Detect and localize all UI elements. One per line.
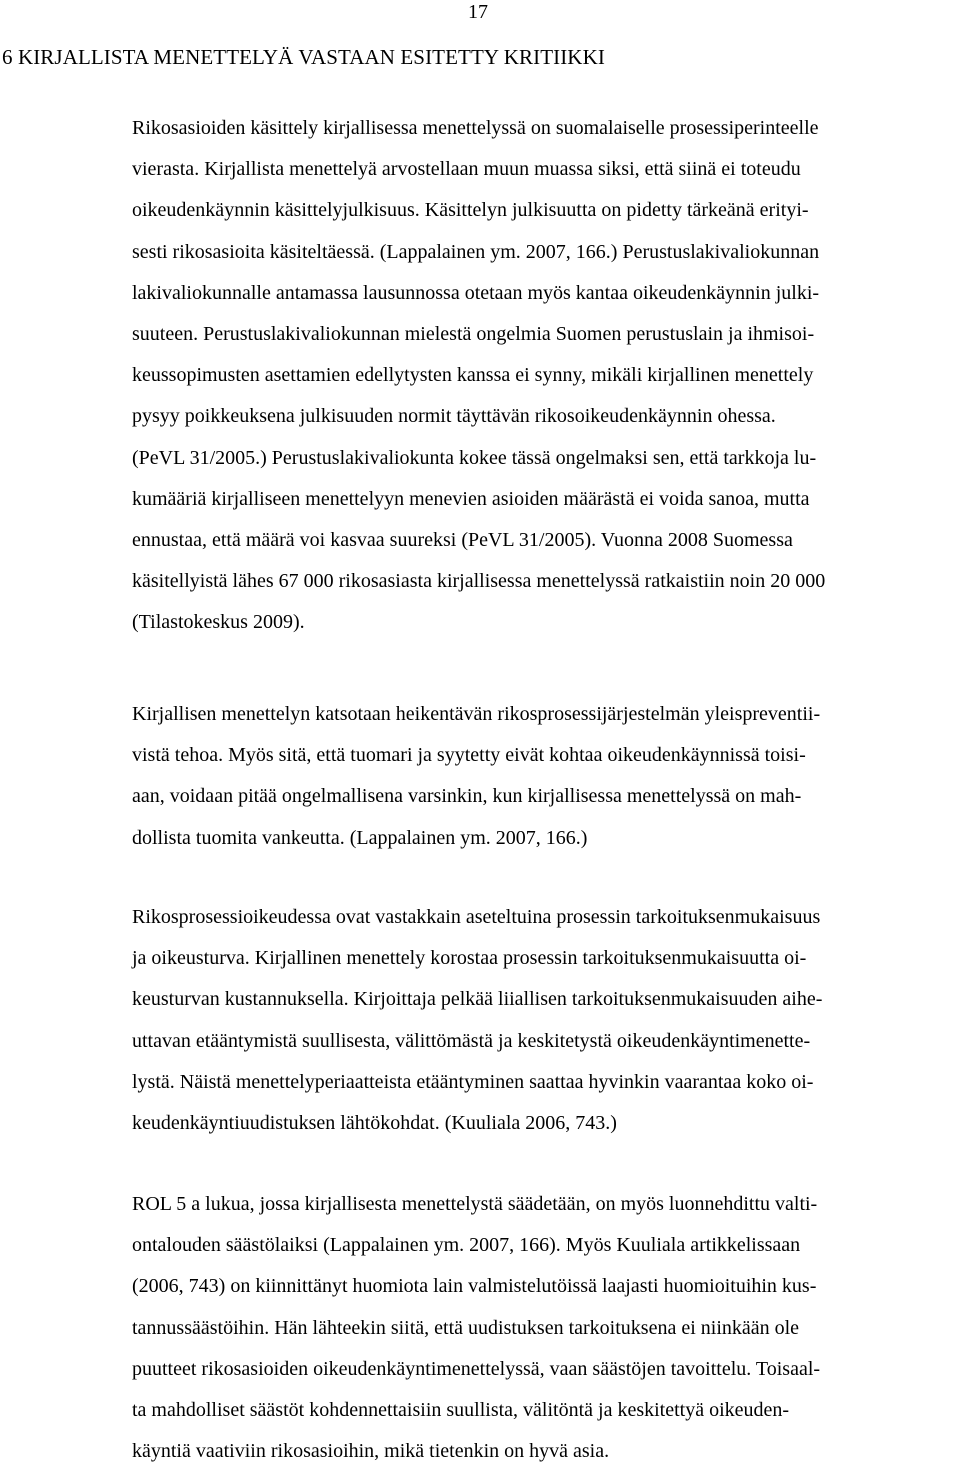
text-line: lystä. Näistä menettelyperiaatteista etääntyminen saattaa hyvinkin vaarantaa koko oi- (132, 1071, 814, 1093)
text-line: tannussäästöihin. Hän lähteekin siitä, että uudistuksen tarkoituksena ei niinkään ole (132, 1317, 800, 1339)
text-line: aan, voidaan pitää ongelmallisena varsinkin, kun kirjallisessa menettelyssä on mah- (132, 785, 802, 807)
text-line: keudenkäyntiuudistuksen lähtökohdat. (Kuuliala 2006, 743.) (132, 1112, 617, 1134)
text-line: puutteet rikosasioiden oikeudenkäyntimenettelyssä, vaan säästöjen tavoittelu. Toisaal- (132, 1358, 821, 1380)
text-line: uttavan etääntymistä suullisesta, välittömästä ja keskitetystä oikeudenkäyntimenette- (132, 1030, 811, 1052)
text-line: Kirjallisen menettelyn katsotaan heikentävän rikosprosessijärjestelmän yleispreventii- (132, 703, 821, 725)
text-line: lakivaliokunnalle antamassa lausunnossa otetaan myös kantaa oikeudenkäynnin julki- (132, 282, 820, 304)
text-line: dollista tuomita vankeutta. (Lappalainen ym. 2007, 166.) (132, 827, 588, 849)
text-line: ennustaa, että määrä voi kasvaa suureksi (PeVL 31/2005). Vuonna 2008 Suomessa (132, 529, 793, 551)
text-line: Rikosasioiden käsittely kirjallisessa menettelyssä on suomalaiselle prosessiperinteelle (132, 117, 819, 139)
text-line: ta mahdolliset säästöt kohdennettaisiin suullista, välitöntä ja keskitettyä oikeuden- (132, 1399, 790, 1421)
text-line: käyntiä vaativiin rikosasioihin, mikä tietenkin on hyvä asia. (132, 1440, 610, 1462)
page-number: 17 (468, 1, 488, 23)
text-line: (2006, 743) on kiinnittänyt huomiota lain valmistelutöissä laajasti huomioituihin kus- (132, 1275, 817, 1297)
text-line: vierasta. Kirjallista menettelyä arvostellaan muun muassa siksi, että siinä ei toteudu (132, 158, 801, 180)
text-line: vistä tehoa. Myös sitä, että tuomari ja syytetty eivät kohtaa oikeudenkäynnissä toisi- (132, 744, 806, 766)
text-line: suuteen. Perustuslakivaliokunnan mielestä ongelmia Suomen perustuslain ja ihmisoi- (132, 323, 815, 345)
text-line: (PeVL 31/2005.) Perustuslakivaliokunta kokee tässä ongelmaksi sen, että tarkkoja lu- (132, 447, 817, 469)
text-line: ja oikeusturva. Kirjallinen menettely korostaa prosessin tarkoituksenmukaisuutta oi- (132, 947, 807, 969)
text-line: oikeudenkäynnin käsittelyjulkisuus. Käsittelyn julkisuutta on pidetty tärkeänä erityi- (132, 199, 809, 221)
text-line: käsitellyistä lähes 67 000 rikosasiasta kirjallisessa menettelyssä ratkaistiin noin 20 000 (132, 570, 826, 592)
text-line: sesti rikosasioita käsiteltäessä. (Lappalainen ym. 2007, 166.) Perustuslakivaliokunnan (132, 241, 820, 263)
text-line: kumääriä kirjalliseen menettelyyn menevien asioiden määrästä ei voida sanoa, mutta (132, 488, 810, 510)
text-line: (Tilastokeskus 2009). (132, 611, 305, 633)
text-line: pysyy poikkeuksena julkisuuden normit täyttävän rikosoikeudenkäynnin ohessa. (132, 405, 776, 427)
text-line: keusturvan kustannuksella. Kirjoittaja pelkää liiallisen tarkoituksenmukaisuuden aihe- (132, 988, 823, 1010)
text-line: ROL 5 a lukua, jossa kirjallisesta menettelystä säädetään, on myös luonnehdittu valti- (132, 1193, 818, 1215)
chapter-heading: 6 KIRJALLISTA MENETTELYÄ VASTAAN ESITETTY KRITIIKKI (2, 45, 605, 69)
text-line: Rikosprosessioikeudessa ovat vastakkain aseteltuina prosessin tarkoituksenmukaisuus (132, 906, 821, 928)
text-line: keussopimusten asettamien edellytysten kanssa ei synny, mikäli kirjallinen menettely (132, 364, 814, 386)
text-line: ontalouden säästölaiksi (Lappalainen ym. 2007, 166). Myös Kuuliala artikkelissaan (132, 1234, 801, 1256)
